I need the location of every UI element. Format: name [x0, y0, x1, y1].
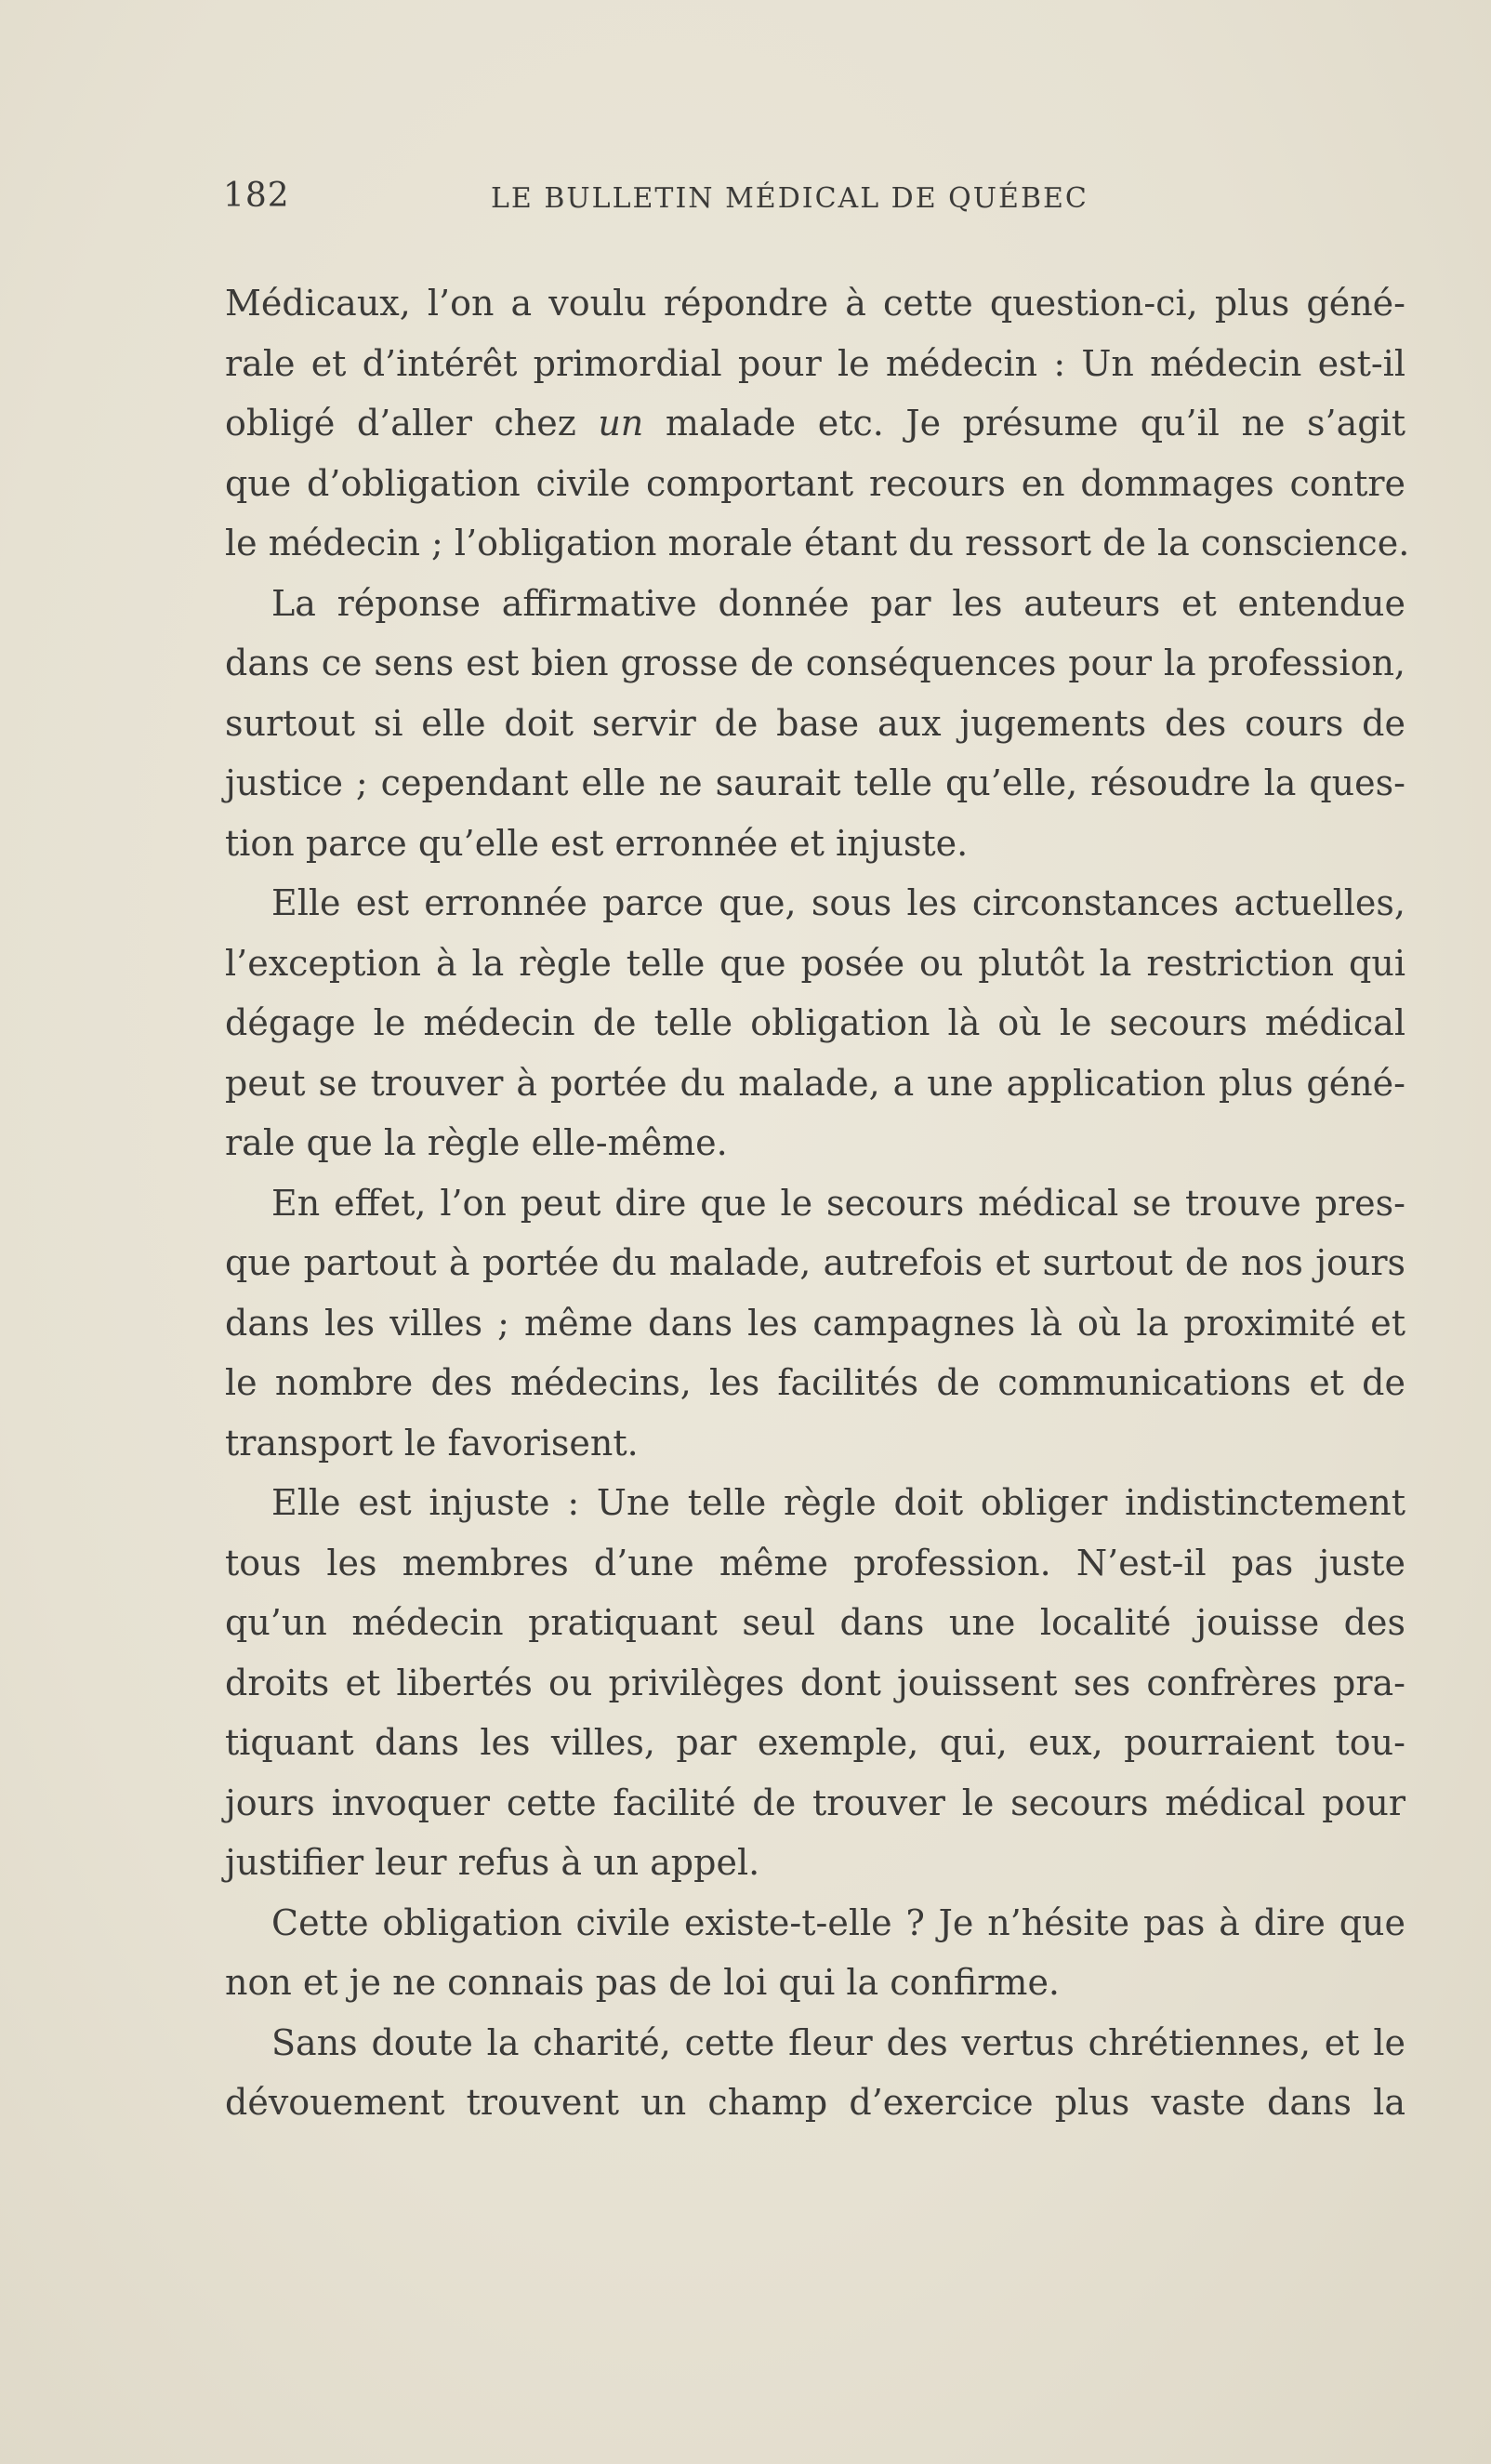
- text-line: tiquant dans les villes, par exemple, qui, eux, pourraient tou-: [225, 1722, 1405, 1763]
- text-line: tion parce qu’elle est erronnée et injuste.: [225, 822, 969, 864]
- paragraph: [225, 873, 1405, 1173]
- text-line: que d’obligation civile comportant recours en dommages contre: [225, 462, 1405, 504]
- text-line: justifier leur refus à un appel.: [225, 1842, 760, 1883]
- text-line: rale et d’intérêt primordial pour le médecin : Un médecin est-il: [225, 342, 1405, 384]
- text-line: La réponse affirmative donnée par les auteurs et entendue: [271, 582, 1405, 624]
- text-line: le médecin ; l’obligation morale étant du ressort de la conscience.: [225, 523, 1410, 563]
- text-line: Elle est injuste : Une telle règle doit obliger indistinctement: [271, 1482, 1405, 1523]
- text-line: rale que la règle elle-même.: [225, 1122, 728, 1163]
- text-line: jours invoquer cette facilité de trouver le secours médical pour: [225, 1782, 1405, 1823]
- text-line: dégage le médecin de telle obligation là où le secours médical: [225, 1002, 1405, 1043]
- text-line: qu’un médecin pratiquant seul dans une localité jouisse des: [225, 1602, 1405, 1643]
- text-line: justice ; cependant elle ne saurait telle qu’elle, résoudre la ques-: [225, 762, 1405, 803]
- text-line: l’exception à la règle telle que posée ou plutôt la restriction qui: [225, 942, 1405, 984]
- text-line: En effet, l’on peut dire que le secours médical se trouve pres-: [271, 1182, 1405, 1224]
- text-line: dévouement trouvent un champ d’exercice plus vaste dans la: [225, 2082, 1405, 2123]
- page-number: 182: [223, 177, 290, 215]
- paragraph: [225, 1173, 1405, 1474]
- paragraph: [225, 2013, 1405, 2133]
- paragraph: [225, 273, 1410, 574]
- text-line: peut se trouver à portée du malade, a une application plus géné-: [225, 1062, 1405, 1104]
- text-line: dans ce sens est bien grosse de conséquences pour la profession,: [225, 642, 1405, 683]
- text-line: Cette obligation civile existe-t-elle ? Je n’hésite pas à dire que: [271, 1901, 1405, 1943]
- text-line: que partout à portée du malade, autrefois et surtout de nos jours: [225, 1242, 1405, 1283]
- text-line: droits et libertés ou privilèges dont jouissent ses confrères pra-: [225, 1662, 1405, 1703]
- paragraph: [225, 1893, 1405, 2013]
- paragraph: [225, 1473, 1405, 1893]
- text-line: dans les villes ; même dans les campagnes là où la proximité et: [225, 1302, 1405, 1344]
- text-line: Médicaux, l’on a voulu répondre à cette question-ci, plus géné-: [225, 283, 1405, 324]
- text-fragment: malade etc. Je présume qu’il ne s’agit: [643, 403, 1405, 444]
- journal-title: LE BULLETIN MÉDICAL DE QUÉBEC: [491, 182, 1089, 215]
- text-line: Sans doute la charité, cette fleur des vertus chrétiennes, et le: [271, 2021, 1405, 2063]
- text-fragment: obligé d’aller chez: [225, 403, 599, 444]
- text-line: transport le favorisent.: [225, 1422, 639, 1464]
- text-line: [225, 393, 1405, 454]
- text-line: surtout si elle doit servir de base aux jugements des cours de: [225, 702, 1405, 744]
- paragraph: [225, 574, 1405, 874]
- text-line: tous les membres d’une même profession. N’est-il pas juste: [225, 1542, 1405, 1583]
- running-head: [223, 177, 1413, 232]
- italic-word: un: [598, 403, 644, 444]
- text-line: Elle est erronnée parce que, sous les circonstances actuelles,: [271, 882, 1405, 923]
- text-line: le nombre des médecins, les facilités de communications et de: [225, 1362, 1405, 1403]
- text-line: non et je ne connais pas de loi qui la confirme.: [225, 1962, 1061, 2003]
- body-text: [225, 273, 1410, 2133]
